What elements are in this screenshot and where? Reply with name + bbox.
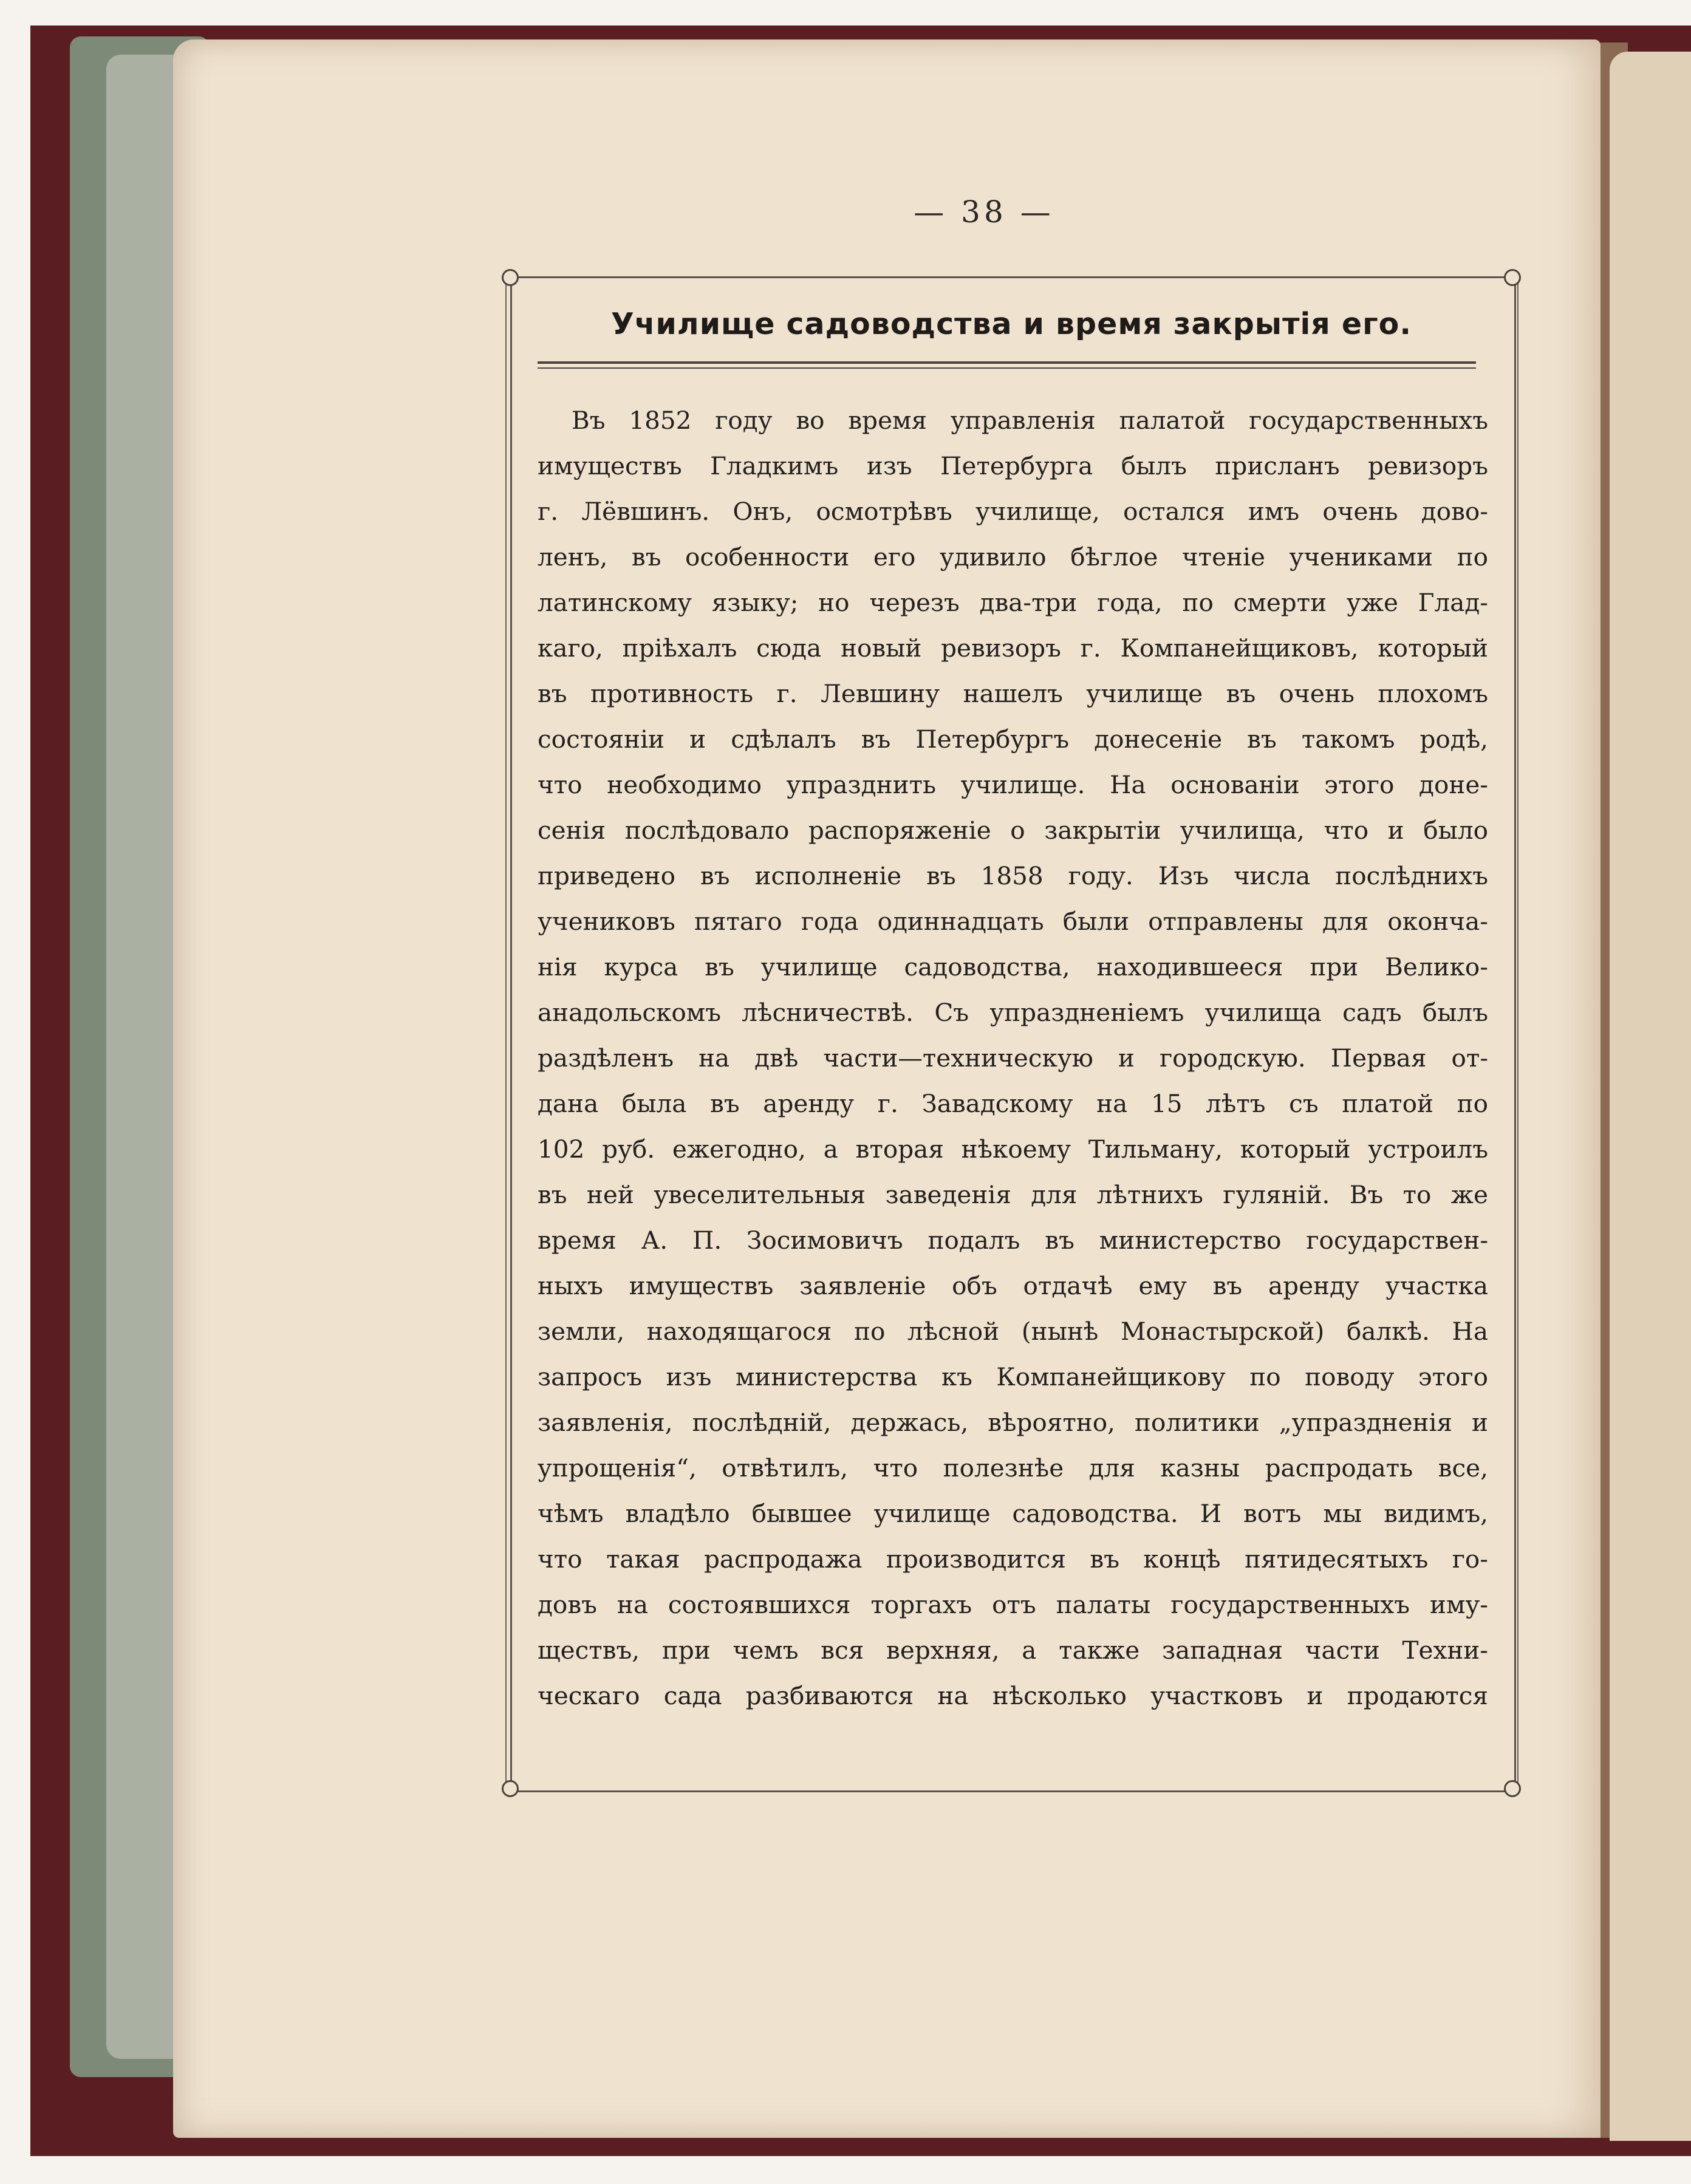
section-title: Училище садоводства и время закрытія его. [611, 307, 1412, 341]
text-line: что необходимо упразднить училище. На основаніи этого доне- [538, 770, 1488, 799]
title-rule-thin [538, 367, 1476, 369]
frame-corner-ornament [1504, 269, 1521, 286]
text-line: упрощенія“, отвѣтилъ, что полезнѣе для казны распродать все, [538, 1453, 1488, 1483]
body-text [538, 398, 1488, 1719]
frame-corner-ornament [502, 1780, 519, 1797]
text-line: заявленія, послѣдній, держась, вѣроятно, политики „упраздненія и [538, 1408, 1488, 1437]
text-line: 102 руб. ежегодно, а вторая нѣкоему Тильману, который устроилъ [538, 1135, 1488, 1164]
text-line: дана была въ аренду г. Завадскому на 15 лѣтъ съ платой по [538, 1089, 1488, 1118]
text-line: въ ней увеселительныя заведенія для лѣтнихъ гуляній. Въ то же [538, 1180, 1488, 1209]
text-line: ческаго сада разбиваются на нѣсколько участковъ и продаются [538, 1681, 1488, 1710]
text-line: довъ на состоявшихся торгахъ отъ палаты государственныхъ иму- [538, 1590, 1488, 1619]
text-line: раздѣленъ на двѣ части—техническую и городскую. Первая от- [538, 1043, 1488, 1073]
text-line: въ противность г. Левшину нашелъ училище въ очень плохомъ [538, 679, 1488, 708]
text-line: каго, пріѣхалъ сюда новый ревизоръ г. Компанейщиковъ, который [538, 633, 1488, 663]
text-line: ществъ, при чемъ вся верхняя, а также западная части Техни- [538, 1636, 1488, 1665]
text-line: сенія послѣдовало распоряженіе о закрытіи училища, что и было [538, 816, 1488, 845]
text-line: имуществъ Гладкимъ изъ Петербурга былъ присланъ ревизоръ [538, 451, 1488, 480]
text-line: состояніи и сдѣлалъ въ Петербургъ донесеніе въ такомъ родѣ, [538, 725, 1488, 754]
text-line: анадольскомъ лѣсничествѣ. Съ упраздненіемъ училища садъ былъ [538, 998, 1488, 1027]
text-line: нія курса въ училище садоводства, находившееся при Велико- [538, 952, 1488, 981]
text-line: что такая распродажа производится въ концѣ пятидесятыхъ го- [538, 1544, 1488, 1574]
text-line: латинскому языку; но черезъ два-три года, по смерти уже Глад- [538, 588, 1488, 617]
text-line: Въ 1852 году во время управленія палатой государственныхъ [572, 406, 1488, 435]
text-line: г. Лёвшинъ. Онъ, осмотрѣвъ училище, остался имъ очень дово- [538, 497, 1488, 526]
frame-corner-ornament [1504, 1780, 1521, 1797]
text-line: учениковъ пятаго года одиннадцать были отправлены для оконча- [538, 907, 1488, 936]
text-line: земли, находящагося по лѣсной (нынѣ Монастырской) балкѣ. На [538, 1317, 1488, 1346]
text-line: ленъ, въ особенности его удивило бѣглое чтеніе учениками по [538, 542, 1488, 572]
frame-corner-ornament [502, 269, 519, 286]
text-line: ныхъ имуществъ заявленіе объ отдачѣ ему въ аренду участка [538, 1271, 1488, 1300]
text-line: приведено въ исполненіе въ 1858 году. Изъ числа послѣднихъ [538, 861, 1488, 890]
text-line: чѣмъ владѣло бывшее училище садоводства. И вотъ мы видимъ, [538, 1499, 1488, 1528]
facing-page-edge [1610, 52, 1691, 2141]
page-number: — 38 — [914, 194, 1054, 230]
title-rule [538, 361, 1476, 364]
text-line: запросъ изъ министерства къ Компанейщикову по поводу этого [538, 1362, 1488, 1391]
text-line: время А. П. Зосимовичъ подалъ въ министерство государствен- [538, 1226, 1488, 1255]
